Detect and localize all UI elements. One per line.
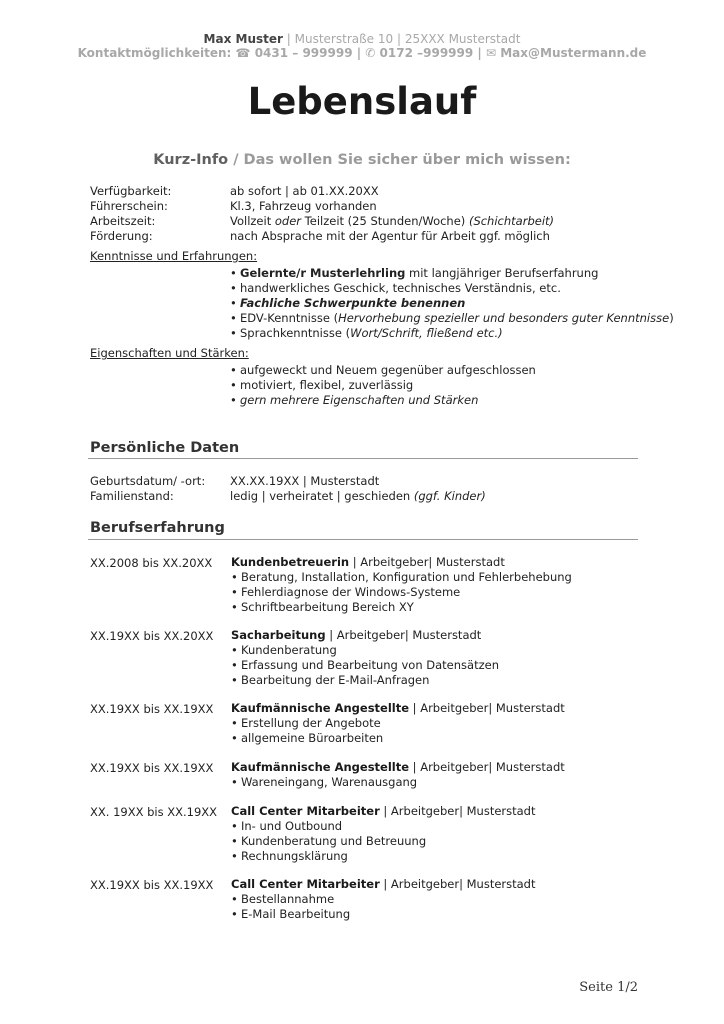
info-value: nach Absprache mit der Agentur für Arbeit ggf. möglich bbox=[230, 229, 550, 243]
job-entry: Kundenbetreuerin | Arbeitgeber| Musterstadt • Beratung, Installation, Konfiguration und Fehlerbehebung • Fehlerdiagnose der Windows-Systeme • Schriftbearbeitung Bereich XY bbox=[231, 555, 572, 615]
job-date: XX.19XX bis XX.20XX bbox=[90, 629, 214, 643]
subtitle-main: Kurz-Info bbox=[153, 152, 229, 168]
job-title: Call Center Mitarbeiter bbox=[231, 877, 380, 891]
page-number: Seite 1/2 bbox=[579, 980, 638, 995]
list-item: • aufgeweckt und Neuem gegenüber aufgeschlossen bbox=[230, 363, 536, 378]
job-title: Kundenbetreuerin bbox=[231, 555, 350, 569]
list-item: • E-Mail Bearbeitung bbox=[231, 907, 536, 922]
section-heading-persoenlich: Persönliche Daten bbox=[90, 440, 240, 456]
list-item: • Kundenberatung bbox=[231, 643, 499, 658]
info-label: Verfügbarkeit: bbox=[90, 184, 172, 198]
header-city: 25XXX Musterstadt bbox=[404, 32, 521, 46]
header-phone: 0431 – 999999 bbox=[254, 46, 353, 60]
job-title: Kaufmännische Angestellte bbox=[231, 701, 410, 715]
header-email[interactable]: Max@Mustermann.de bbox=[500, 46, 647, 60]
header-name: Max Muster bbox=[203, 32, 283, 46]
list-item: • allgemeine Büroarbeiten bbox=[231, 731, 565, 746]
job-entry: Sacharbeitung | Arbeitgeber| Musterstadt • Kundenberatung • Erfassung und Bearbeitung von Datensätzen • Bearbeitung der E-Mail-Anfragen bbox=[231, 628, 499, 688]
kurzinfo-subtitle bbox=[0, 152, 724, 168]
job-entry: Kaufmännische Angestellte | Arbeitgeber| Musterstadt • Erstellung der Angebote • allgemeine Büroarbeiten bbox=[231, 701, 565, 746]
info-value: XX.XX.19XX | Musterstadt bbox=[230, 474, 380, 488]
job-date: XX.19XX bis XX.19XX bbox=[90, 761, 214, 775]
header-mobile: 0172 –999999 bbox=[379, 46, 474, 60]
job-title: Call Center Mitarbeiter bbox=[231, 804, 380, 818]
list-item: • In- und Outbound bbox=[231, 819, 536, 834]
list-item: • handwerkliches Geschick, technisches Verständnis, etc. bbox=[230, 281, 674, 296]
info-value: Kl.3, Fahrzeug vorhanden bbox=[230, 199, 377, 213]
info-value: ledig | verheiratet | geschieden (ggf. Kinder) bbox=[230, 489, 486, 503]
job-date: XX.2008 bis XX.20XX bbox=[90, 556, 213, 570]
job-title: Kaufmännische Angestellte bbox=[231, 760, 410, 774]
mail-icon: ✉ bbox=[485, 46, 497, 60]
list-item: • Wareneingang, Warenausgang bbox=[231, 775, 565, 790]
list-item: • gern mehrere Eigenschaften und Stärken bbox=[230, 393, 536, 408]
header-contact-line: Kontaktmöglichkeiten: ☎ 0431 – 999999 | ✆ 0172 –999999 | ✉ Max@Mustermann.de bbox=[77, 46, 647, 60]
info-value: ab sofort | ab 01.XX.20XX bbox=[230, 184, 379, 198]
mobile-icon: ✆ bbox=[365, 46, 376, 60]
info-label: Geburtsdatum/ -ort: bbox=[90, 474, 206, 488]
header-name-line: Max Muster | Musterstraße 10 | 25XXX Musterstadt bbox=[203, 32, 521, 46]
list-item: • Fachliche Schwerpunkte benennen bbox=[230, 296, 674, 311]
list-item: • Rechnungsklärung bbox=[231, 849, 536, 864]
list-item: • Bearbeitung der E-Mail-Anfragen bbox=[231, 673, 499, 688]
list-item: • Sprachkenntnisse (Wort/Schrift, fließend etc.) bbox=[230, 326, 674, 341]
list-item: • Erfassung und Bearbeitung von Datensätzen bbox=[231, 658, 499, 673]
list-item: • Bestellannahme bbox=[231, 892, 536, 907]
job-date: XX. 19XX bis XX.19XX bbox=[90, 805, 218, 819]
eigenschaften-list bbox=[230, 363, 536, 408]
list-item: • Beratung, Installation, Konfiguration und Fehlerbehebung bbox=[231, 570, 572, 585]
page-title: Lebenslauf bbox=[247, 80, 477, 123]
list-item: • motiviert, flexibel, zuverlässig bbox=[230, 378, 536, 393]
info-label: Familienstand: bbox=[90, 489, 174, 503]
kenntnisse-label: Kenntnisse und Erfahrungen: bbox=[90, 249, 258, 263]
info-label: Arbeitszeit: bbox=[90, 214, 156, 228]
contact-label: Kontaktmöglichkeiten: bbox=[77, 46, 232, 60]
eigenschaften-label: Eigenschaften und Stärken: bbox=[90, 346, 249, 360]
list-item: • Erstellung der Angebote bbox=[231, 716, 565, 731]
info-label: Förderung: bbox=[90, 229, 153, 243]
phone-icon: ☎ bbox=[235, 46, 251, 60]
info-value: Vollzeit oder Teilzeit (25 Stunden/Woche) (Schichtarbeit) bbox=[230, 214, 555, 228]
job-date: XX.19XX bis XX.19XX bbox=[90, 878, 214, 892]
section-divider bbox=[88, 458, 638, 459]
list-item: • EDV-Kenntnisse (Hervorhebung spezieller und besonders guter Kenntnisse) bbox=[230, 311, 674, 326]
header-address: Musterstraße 10 bbox=[294, 32, 394, 46]
job-entry: Kaufmännische Angestellte | Arbeitgeber| Musterstadt • Wareneingang, Warenausgang bbox=[231, 760, 565, 790]
job-entry: Call Center Mitarbeiter | Arbeitgeber| Musterstadt • In- und Outbound • Kundenberatung und Betreuung • Rechnungsklärung bbox=[231, 804, 536, 864]
job-entry: Call Center Mitarbeiter | Arbeitgeber| Musterstadt • Bestellannahme • E-Mail Bearbeitung bbox=[231, 877, 536, 922]
section-divider bbox=[88, 539, 638, 540]
kenntnisse-list bbox=[230, 266, 674, 341]
list-item: • Kundenberatung und Betreuung bbox=[231, 834, 536, 849]
subtitle-rest: / Das wollen Sie sicher über mich wissen: bbox=[233, 152, 571, 168]
list-item: • Schriftbearbeitung Bereich XY bbox=[231, 600, 572, 615]
section-heading-beruf: Berufserfahrung bbox=[90, 520, 225, 536]
list-item: • Gelernte/r Musterlehrling mit langjähriger Berufserfahrung bbox=[230, 266, 674, 281]
job-title: Sacharbeitung bbox=[231, 628, 326, 642]
job-date: XX.19XX bis XX.19XX bbox=[90, 702, 214, 716]
info-label: Führerschein: bbox=[90, 199, 168, 213]
list-item: • Fehlerdiagnose der Windows-Systeme bbox=[231, 585, 572, 600]
